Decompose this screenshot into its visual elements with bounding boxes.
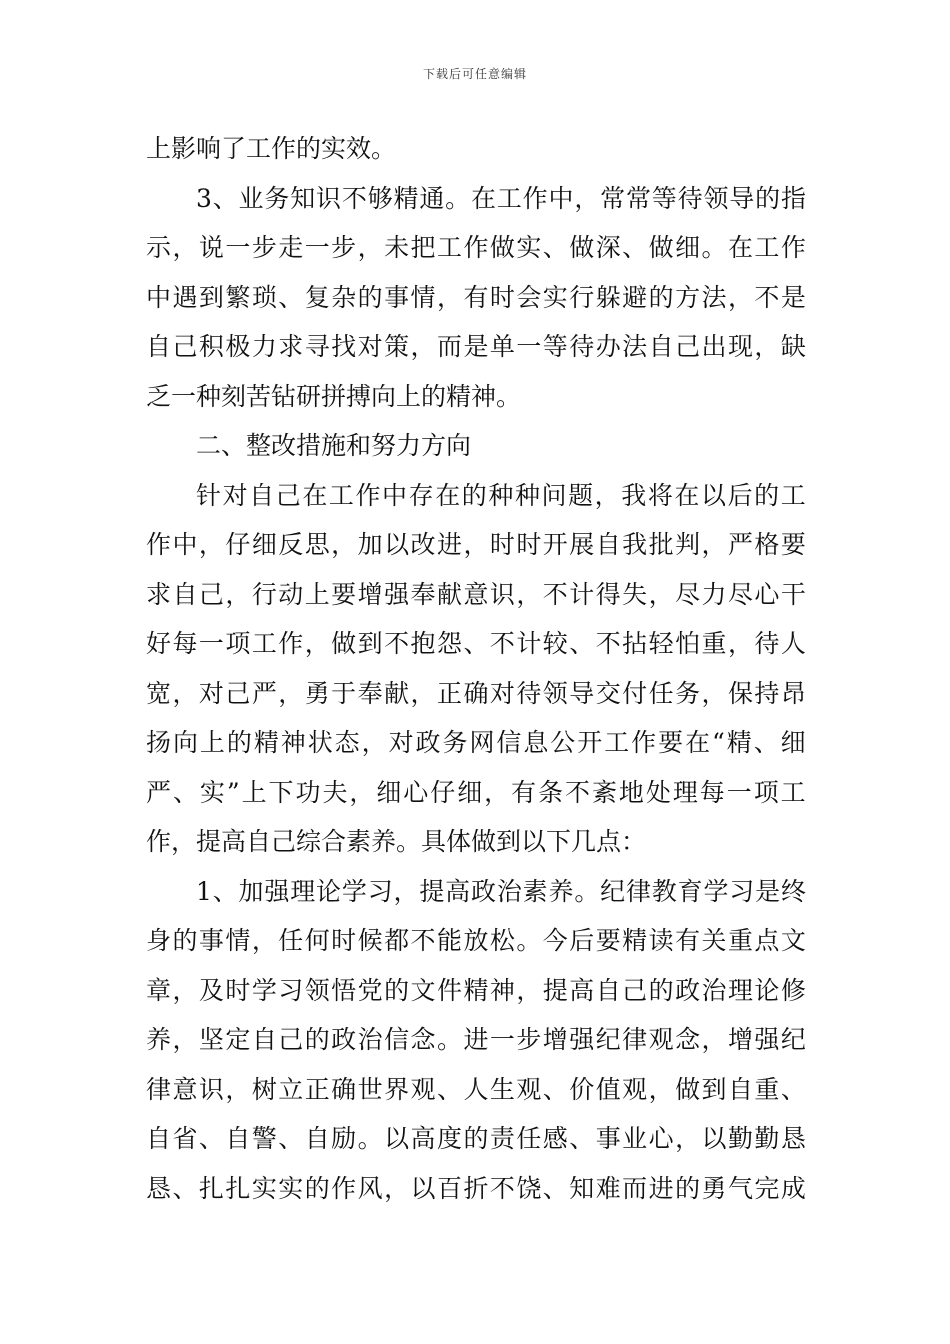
text-line: 自 省 、 自 警 、 自 励 。 以 高 度 的 责 任 感 、 事 业 心 ， 以 勤 勤 恳 bbox=[146, 1124, 806, 1153]
page-header: 下载后可任意编辑 bbox=[422, 67, 527, 81]
text-line: 好 每 一 项 工 作 ， 做 到 不 抱 怨 、 不 计 较 、 不 拈 轻 怕 重 ， 待 人 bbox=[146, 629, 806, 658]
text-line: 求 自 己 ， 行 动 上 要 增 强 奉 献 意 识 ， 不 计 得 失 ， 尽 力 尽 心 干 bbox=[146, 579, 806, 609]
text-line: 作 中 ， 仔 细 反 思 ， 加 以 改 进 ， 时 时 开 展 自 我 批 判 ， 严 格 要 bbox=[146, 530, 806, 559]
text-line: 作，提高自己综合素养。具体做到以下几点： bbox=[146, 827, 647, 856]
text-line: 中 遇 到 繁 琐 、 复 杂 的 事 情 ， 有 时 会 实 行 躲 避 的 方 法 ， 不 是 bbox=[146, 282, 806, 312]
text-line: 1 、 加 强 理 论 学 习 ， 提 高 政 治 素 养 。 纪 律 教 育 学 习 是 终 bbox=[196, 876, 806, 906]
text-line: 宽 ， 对 己 严 ， 勇 于 奉 献 ， 正 确 对 待 领 导 交 付 任 务 ， 保 持 昂 bbox=[146, 678, 806, 708]
text-line: 身 的 事 情 ， 任 何 时 候 都 不 能 放 松 。 今 后 要 精 读 有 关 重 点 文 bbox=[146, 926, 806, 955]
text-line: 恳 、 扎 扎 实 实 的 作 风 ， 以 百 折 不 饶 、 知 难 而 进 的 勇 气 完 成 bbox=[146, 1173, 806, 1203]
text-line: 自 己 积 极 力 求 寻 找 对 策 ， 而 是 单 一 等 待 办 法 自 己 出 现 ， 缺 bbox=[146, 332, 806, 361]
text-line: 律 意 识 ， 树 立 正 确 世 界 观 、 人 生 观 、 价 值 观 ， 做 到 自 重 、 bbox=[146, 1074, 806, 1104]
text-line: 3 、 业 务 知 识 不 够 精 通 。 在 工 作 中 ， 常 常 等 待 领 导 的 指 bbox=[196, 183, 806, 213]
text-line: 上影响了工作的实效。 bbox=[146, 134, 397, 163]
document-body bbox=[146, 124, 806, 1213]
text-line: 扬 向 上 的 精 神 状 态 ， 对 政 务 网 信 息 公 开 工 作 要 在 “ 精 、 细 bbox=[146, 728, 806, 757]
text-line: 二、整改措施和努力方向 bbox=[196, 431, 472, 460]
text-line: 针 对 自 己 在 工 作 中 存 在 的 种 种 问 题 ， 我 将 在 以 后 的 工 bbox=[196, 480, 806, 510]
text-line: 示 ， 说 一 步 走 一 步 ， 未 把 工 作 做 实 、 做 深 、 做 细 。 在 工 作 bbox=[146, 233, 806, 262]
text-line: 乏一种刻苦钻研拼搏向上的精神。 bbox=[146, 381, 522, 411]
text-line: 章 ， 及 时 学 习 领 悟 党 的 文 件 精 神 ， 提 高 自 己 的 政 治 理 论 修 bbox=[146, 975, 806, 1005]
text-line: 严 、 实 ” 上 下 功 夫 ， 细 心 仔 细 ， 有 条 不 紊 地 处 理 每 一 项 工 bbox=[146, 777, 806, 807]
text-line: 养 ， 坚 定 自 己 的 政 治 信 念 。 进 一 步 增 强 纪 律 观 念 ， 增 强 纪 bbox=[146, 1025, 806, 1054]
